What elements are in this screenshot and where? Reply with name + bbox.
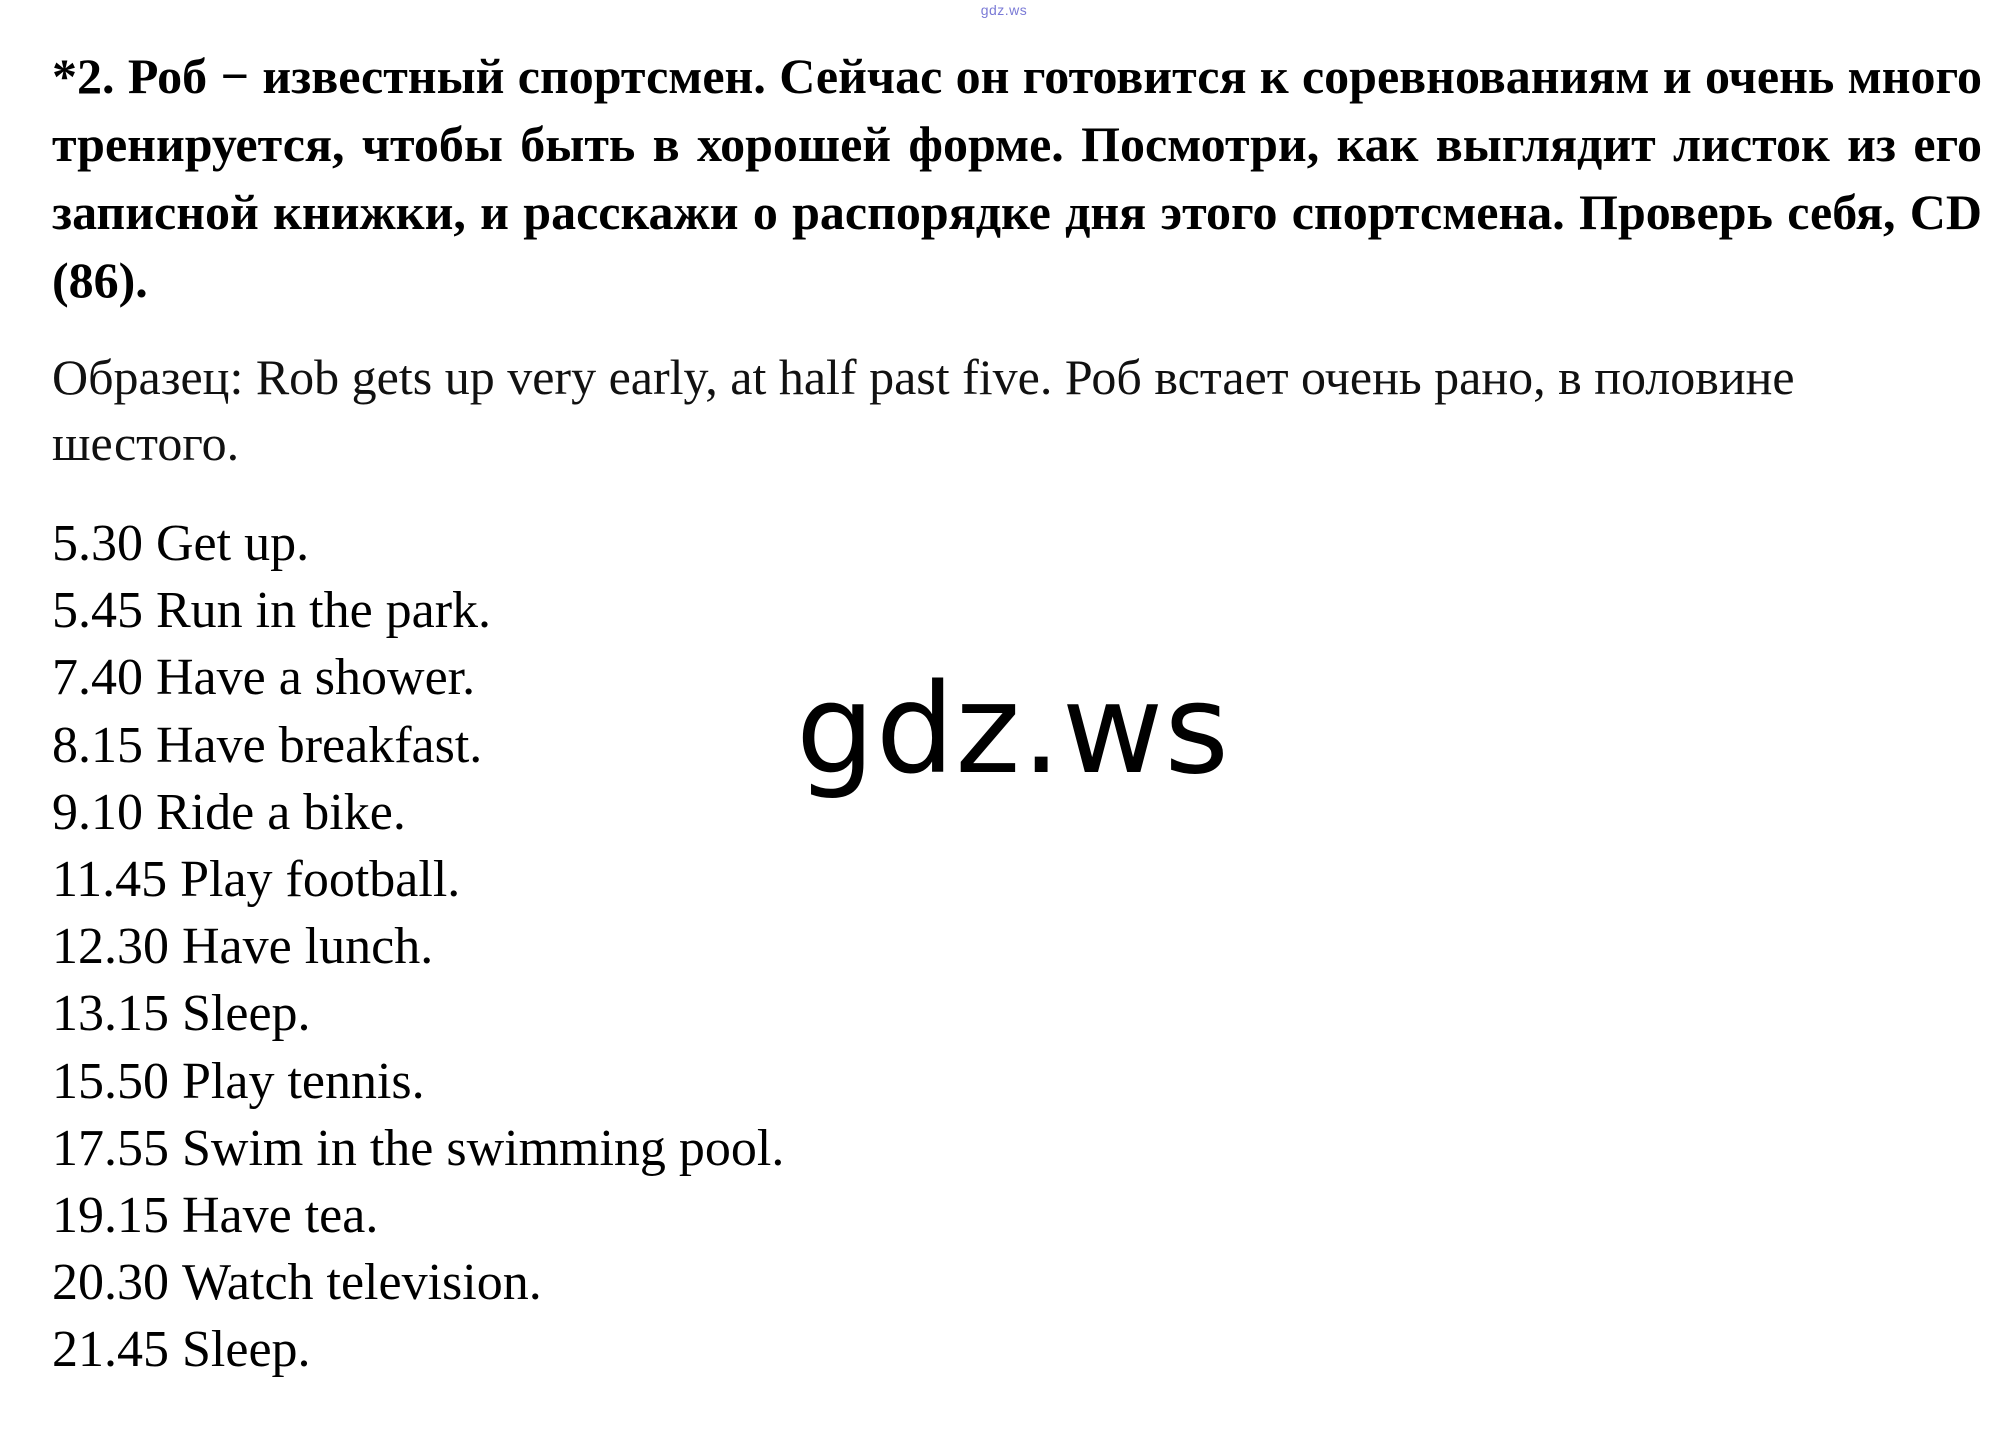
schedule-time: 13.15 <box>52 985 169 1043</box>
schedule-activity: Watch television. <box>182 1254 542 1312</box>
schedule-activity: Run in the park. <box>156 582 492 640</box>
schedule-time: 15.50 <box>52 1052 169 1110</box>
schedule-time: 19.15 <box>52 1187 169 1245</box>
schedule-time: 5.45 <box>52 582 143 640</box>
schedule-time: 20.30 <box>52 1254 169 1312</box>
schedule-item <box>52 1316 1982 1383</box>
schedule-item <box>52 980 1982 1047</box>
schedule-time: 12.30 <box>52 918 169 976</box>
schedule-item <box>52 1182 1982 1249</box>
schedule-activity: Get up. <box>156 515 310 572</box>
schedule-time: 17.55 <box>52 1119 169 1177</box>
schedule-item <box>52 577 1982 644</box>
top-watermark: gdz.ws <box>980 2 1028 18</box>
schedule-item <box>52 1115 1982 1182</box>
schedule-activity: Ride a bike. <box>156 783 406 841</box>
schedule-activity: Swim in the swimming pool. <box>182 1119 785 1177</box>
schedule-activity: Have a shower. <box>156 649 476 707</box>
schedule-time: 11.45 <box>52 851 168 909</box>
schedule-time: 5.30 <box>52 515 143 572</box>
schedule-activity: Have tea. <box>182 1187 379 1245</box>
schedule-item <box>52 913 1982 980</box>
schedule-activity: Have breakfast. <box>156 716 483 774</box>
schedule-time: 9.10 <box>52 783 143 841</box>
schedule-item <box>52 510 1982 577</box>
schedule-list <box>52 510 1982 1384</box>
schedule-time: 7.40 <box>52 649 143 707</box>
schedule-activity: Play tennis. <box>182 1052 425 1110</box>
schedule-item <box>52 846 1982 913</box>
schedule-item <box>52 1048 1982 1115</box>
center-watermark: gdz.ws <box>796 658 1230 802</box>
example-sentence: Образец: Rob gets up very early, at half past five. Роб встает очень рано, в половине шестого. <box>52 349 1795 471</box>
schedule-activity: Sleep. <box>182 1321 311 1379</box>
schedule-time: 8.15 <box>52 716 143 774</box>
task-title: *2. Роб − известный спортсмен. Сейчас он готовится к соревнованиям и очень много тренируется, чтобы быть в хорошей форме. Посмотри, как выглядит листок из его записной книжки, и расскажи о распорядке дня этого спортсмена. Проверь себя, CD (86). <box>52 48 1982 308</box>
schedule-item <box>52 1249 1982 1316</box>
schedule-activity: Sleep. <box>182 985 311 1043</box>
schedule-time: 21.45 <box>52 1321 169 1379</box>
schedule-activity: Play football. <box>180 851 461 909</box>
schedule-activity: Have lunch. <box>182 918 434 976</box>
